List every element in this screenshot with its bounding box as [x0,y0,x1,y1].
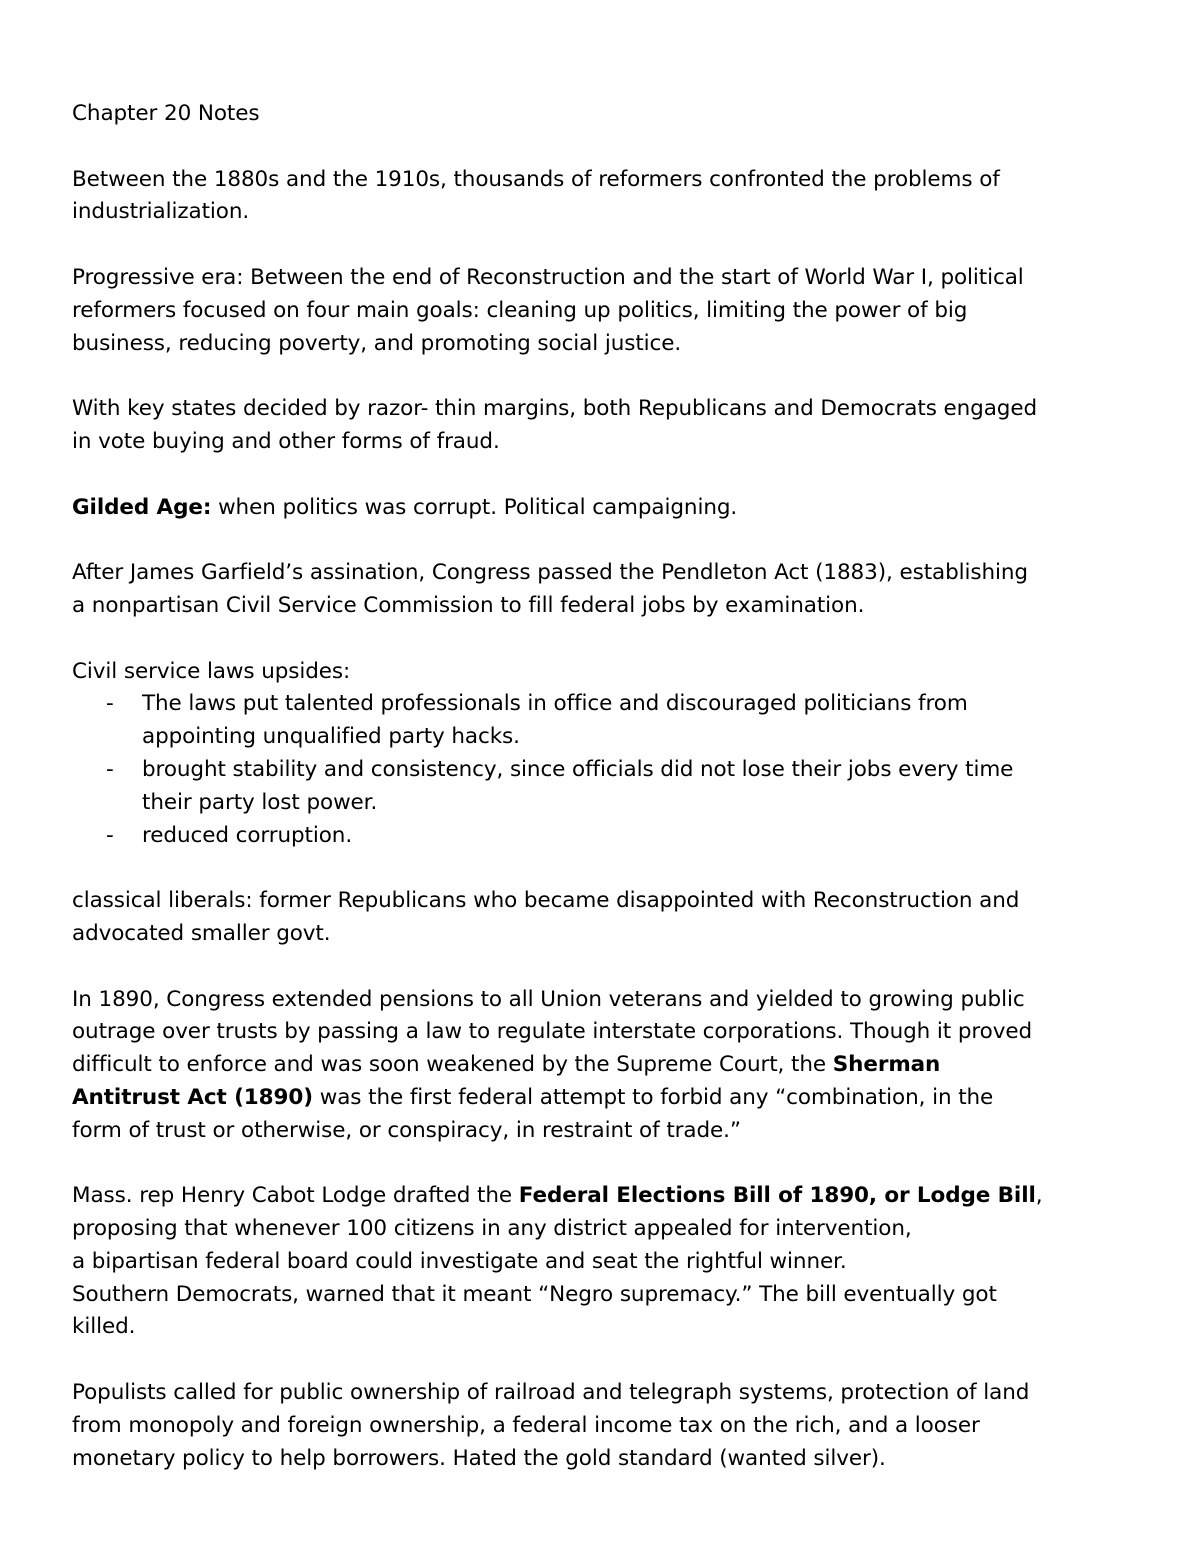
paragraph-gilded-age [72,492,1152,525]
text-run: when politics was corrupt. Political campaigning. [211,494,738,520]
text-line [72,1049,1152,1082]
paragraph-classical-liberals [72,885,1152,951]
text-line: appointing unqualified party hacks. [142,724,520,750]
document-title [72,98,1152,131]
paragraph-vote-buying [72,393,1152,459]
text-run: was the first federal attempt to forbid any “combination, in the [312,1084,994,1110]
text-line: industrialization. [72,199,250,225]
text-line: reformers focused on four main goals: cleaning up politics, limiting the power of big [72,297,968,323]
text-line: from monopoly and foreign ownership, a federal income tax on the rich, and a looser [72,1412,980,1438]
text-line: killed. [72,1314,136,1340]
text-line: brought stability and consistency, since officials did not lose their jobs every time [142,756,1014,782]
bold-term: Antitrust Act (1890) [72,1084,313,1110]
paragraph-progressive-era [72,262,1152,360]
civil-service-upsides-list [72,688,1152,852]
bold-term: Sherman [832,1052,941,1078]
paragraph-populists [72,1377,1152,1475]
text-run: , [1035,1183,1043,1209]
paragraph-lodge-bill [72,1180,1152,1344]
text-run: Mass. rep Henry Cabot Lodge drafted the [72,1183,519,1209]
paragraph-reformers [72,164,1152,230]
text-line [72,492,1152,525]
paragraph-pendleton-act [72,557,1152,623]
text-line: Populists called for public ownership of railroad and telegraph systems, protection of land [72,1380,1030,1406]
text-line: in vote buying and other forms of fraud. [72,428,500,454]
text-line: proposing that whenever 100 citizens in any district appealed for intervention, [72,1216,912,1242]
bold-term: Federal Elections Bill of 1890, or Lodge Bill [518,1183,1036,1209]
paragraph-sherman-act [72,984,1152,1148]
text-line: Southern Democrats, warned that it meant “Negro supremacy.” The bill eventually got [72,1281,997,1307]
text-line: outrage over trusts by passing a law to regulate interstate corporations. Though it proved [72,1019,1033,1045]
civil-service-heading [72,656,1152,689]
text-line: The laws put talented professionals in office and discouraged politicians from [142,691,968,717]
text-line: reduced corruption. [142,822,353,848]
text-line: With key states decided by razor- thin margins, both Republicans and Democrats engaged [72,396,1038,422]
text-line: After James Garfield’s assination, Congress passed the Pendleton Act (1883), establishing [72,560,1028,586]
dash-bullet: - [106,822,114,848]
dash-bullet: - [106,691,114,717]
list-item [72,688,1152,754]
document-page [72,98,1152,1508]
list-item [72,820,1152,853]
text-line: business, reducing poverty, and promoting social justice. [72,330,682,356]
text-line: In 1890, Congress extended pensions to all Union veterans and yielded to growing public [72,986,1025,1012]
text-run: difficult to enforce and was soon weakened by the Supreme Court, the [72,1052,833,1078]
text-line: monetary policy to help borrowers. Hated the gold standard (wanted silver). [72,1445,886,1471]
text-line: classical liberals: former Republicans who became disappointed with Reconstruction and [72,888,1020,914]
list-item [72,754,1152,820]
text-line [72,1082,1152,1115]
text-line [72,1180,1152,1213]
dash-bullet: - [106,756,114,782]
text-line: their party lost power. [142,789,378,815]
text-line: Progressive era: Between the end of Reconstruction and the start of World War I, political [72,264,1024,290]
text-line: advocated smaller govt. [72,920,331,946]
text-line: a nonpartisan Civil Service Commission to fill federal jobs by examination. [72,592,865,618]
text-line: Between the 1880s and the 1910s, thousands of reformers confronted the problems of [72,166,1000,192]
title-text: Chapter 20 Notes [72,101,260,126]
bold-term: Gilded Age: [72,494,212,520]
text-line: a bipartisan federal board could investigate and seat the rightful winner. [72,1248,847,1274]
text-line: form of trust or otherwise, or conspiracy, in restraint of trade.” [72,1117,741,1143]
text-line: Civil service laws upsides: [72,658,351,684]
